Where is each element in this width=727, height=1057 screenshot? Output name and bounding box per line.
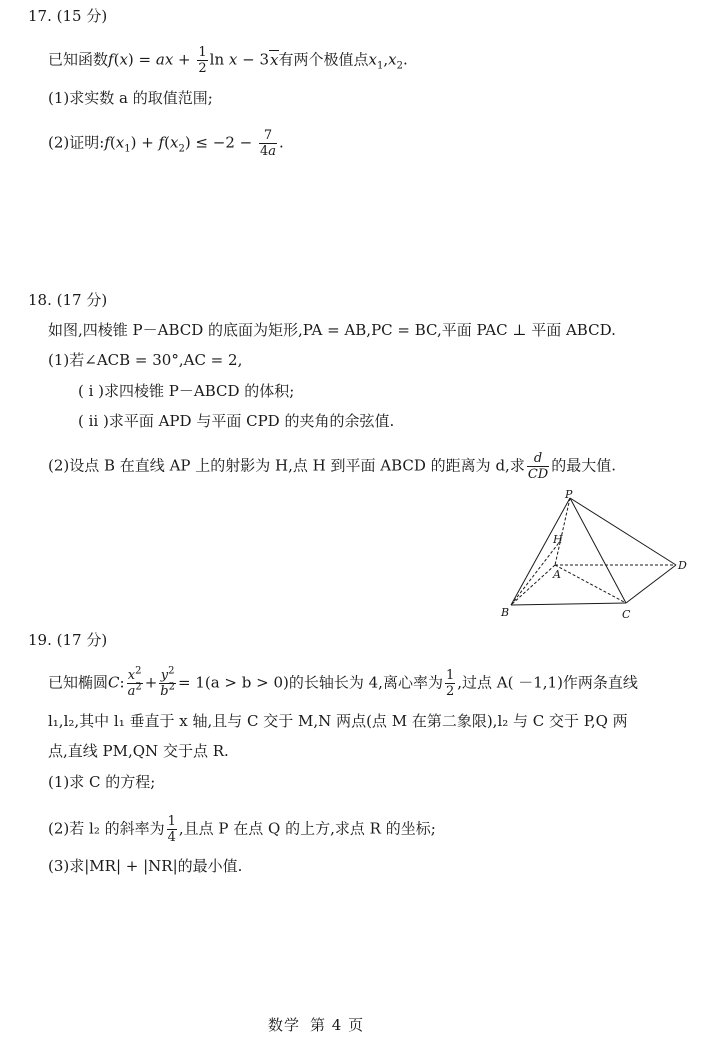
q18-part1-i: ( ⅰ )求四棱锥 P－ABCD 的体积; bbox=[78, 382, 295, 400]
label-a: A bbox=[553, 568, 561, 581]
q19-stem-line2: l₁,l₂,其中 l₁ 垂直于 x 轴,且与 C 交于 M,N 两点(点 M 在第二象限),l₂ 与 C 交于 P,Q 两 bbox=[48, 712, 628, 730]
fraction-one-half: $\frac{1}{2}$ bbox=[198, 45, 207, 76]
q19-stem-line1: 已知椭圆C: $\frac{x^2}{a^2}$ + $\frac{y^2}{b^2}$ = 1(a > b > 0)的长轴长为 4,离心率为 $\frac{1}{2}$ ,过点 A( －1,1)作两条直线 bbox=[48, 665, 638, 699]
q19-stem1-mid: = 1(a > b > 0)的长轴长为 4,离心率为 bbox=[177, 673, 443, 692]
label-b: B bbox=[501, 606, 510, 619]
footer-subject: 数学 bbox=[268, 1016, 301, 1034]
q18-header: 18. (17 分) bbox=[28, 291, 108, 309]
label-d: D bbox=[678, 559, 687, 572]
label-p: P bbox=[565, 488, 573, 501]
q18-part2-suffix: 的最大值. bbox=[551, 456, 616, 475]
q18-part1: (1)若∠ACB = 30°,AC = 2, bbox=[48, 351, 243, 369]
q17-part2-prefix: (2)证明: bbox=[48, 133, 105, 152]
fraction-y2-over-b2: $\frac{y^2}{b^2}$ bbox=[160, 665, 175, 699]
q19-header: 19. (17 分) bbox=[28, 631, 108, 649]
q19-part2 bbox=[48, 814, 436, 845]
fraction-7-over-4a: $\frac{7}{4a}$ bbox=[260, 128, 277, 159]
q19-stem-line3: 点,直线 PM,QN 交于点 R. bbox=[48, 742, 229, 760]
q19-part1: (1)求 C 的方程; bbox=[48, 773, 156, 791]
q19-stem1-suffix: ,过点 A( －1,1)作两条直线 bbox=[457, 673, 638, 692]
q19-part2-suffix: ,且点 P 在点 Q 的上方,求点 R 的坐标; bbox=[178, 819, 436, 838]
q17-part1: (1)求实数 a 的取值范围; bbox=[48, 89, 213, 107]
fraction-d-over-cd: $\frac{d}{CD}$ bbox=[527, 451, 549, 482]
q18-part2-prefix: (2)设点 B 在直线 AP 上的射影为 H,点 H 到平面 ABCD 的距离为 d,求 bbox=[48, 456, 525, 475]
footer-page-number: 第 4 页 bbox=[310, 1016, 365, 1034]
page-footer bbox=[268, 1014, 374, 1035]
fraction-one-quarter: $\frac{1}{4}$ bbox=[167, 814, 176, 845]
q19-part2-prefix: (2)若 l₂ 的斜率为 bbox=[48, 819, 165, 838]
pyramid-figure bbox=[495, 488, 695, 623]
q17-part2: (2)证明$:f(x_1) + f(x_2) \le -2$ − $\frac{7}{4a}$ . bbox=[48, 128, 284, 159]
q19-part3: (3)求|MR| + |NR|的最小值. bbox=[48, 857, 243, 875]
label-c: C bbox=[622, 608, 631, 621]
q17-stem: 已知函数f(x) = ax + $\frac{1}{2}$ ln x − 3x有两个极值点$x_1,x_2$. bbox=[48, 45, 408, 76]
label-h: H bbox=[553, 533, 563, 546]
q18-part2 bbox=[48, 451, 616, 482]
q17-stem-suffix: 有两个极值点 bbox=[278, 50, 369, 69]
q17-stem-prefix: 已知函数 bbox=[48, 50, 109, 69]
q18-part1-ii: ( ⅱ )求平面 APD 与平面 CPD 的夹角的余弦值. bbox=[78, 412, 395, 430]
fraction-one-half-ecc: $\frac{1}{2}$ bbox=[445, 668, 455, 699]
q17-header: 17. (15 分) bbox=[28, 7, 108, 25]
fraction-x2-over-a2: $\frac{x^2}{a^2}$ bbox=[127, 665, 142, 699]
q19-stem1-prefix: 已知椭圆 bbox=[48, 673, 109, 692]
q18-stem: 如图,四棱锥 P－ABCD 的底面为矩形,PA = AB,PC = BC,平面 PAC ⊥ 平面 ABCD. bbox=[48, 321, 616, 339]
